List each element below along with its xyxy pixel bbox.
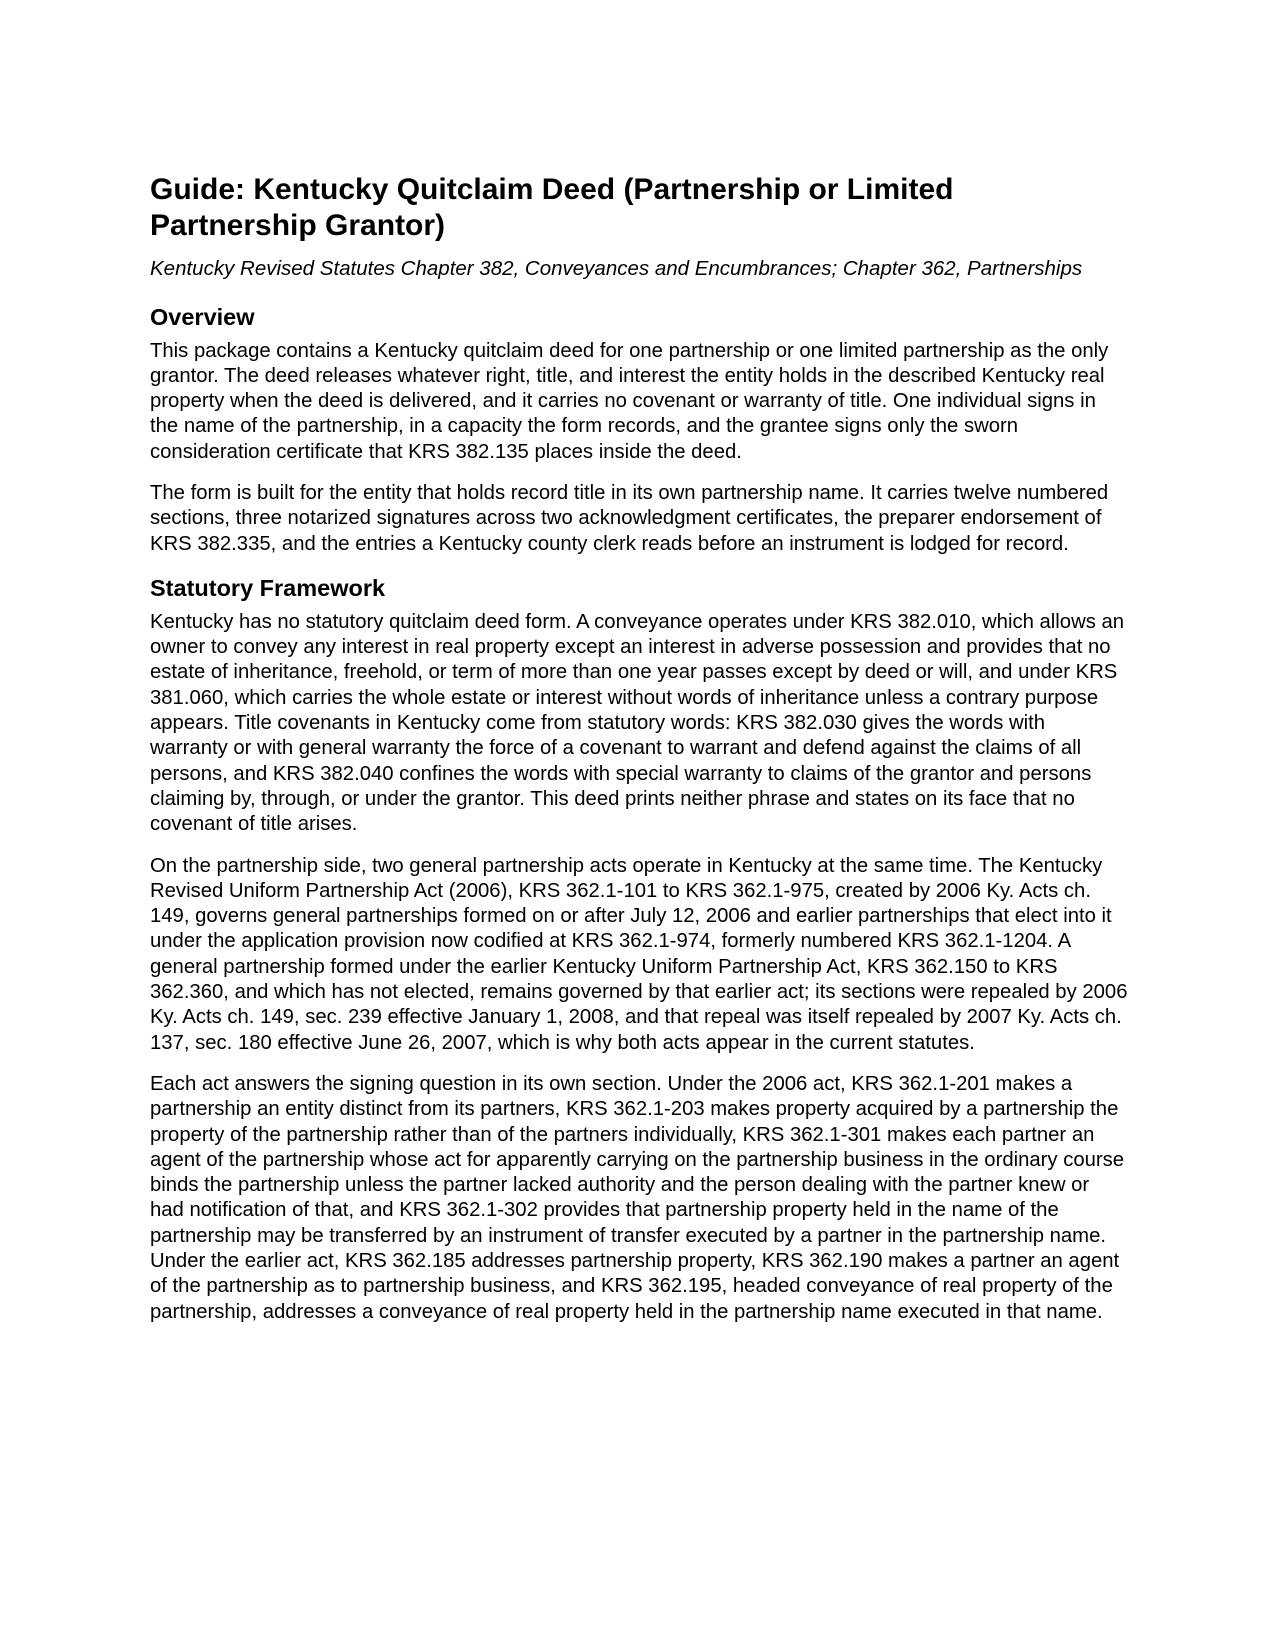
section-statutory-framework (150, 573, 1128, 1325)
document-title: Guide: Kentucky Quitclaim Deed (Partnership or Limited Partnership Grantor) (150, 173, 954, 242)
paragraph: This package contains a Kentucky quitclaim deed for one partnership or one limited partnership as the only grantor. The deed releases whatever right, title, and interest the entity holds in the described Kentucky real property when the deed is delivered, and it carries no covenant or warranty of title. One individual signs in the name of the partnership, in a capacity the form records, and the grantee signs only the sworn consideration certificate that KRS 382.135 places inside the deed. (150, 339, 1109, 463)
section-overview (150, 302, 1128, 557)
section-heading: Statutory Framework (150, 574, 386, 601)
paragraph: Kentucky has no statutory quitclaim deed form. A conveyance operates under KRS 382.010, which allows an owner to convey any interest in real property except an interest in adverse possession and provides that no estate of inheritance, freehold, or term of more than one year passes except by deed or will, and under KRS 381.060, which carries the whole estate or interest without words of inheritance unless a contrary purpose appears. Title covenants in Kentucky come from statutory words: KRS 382.030 gives the words with warranty or with general warranty the force of a covenant to warrant and defend against the claims of all persons, and KRS 382.040 confines the words with special warranty to claims of the grantor and persons claiming by, through, or under the grantor. This deed prints neither phrase and states on its face that no covenant of title arises. (150, 610, 1125, 836)
paragraph: The form is built for the entity that holds record title in its own partnership name. It carries twelve numbered sections, three notarized signatures across two acknowledgment certificates, the preparer endorsement of KRS 382.335, and the entries a Kentucky county clerk reads before an instrument is lodged for record. (150, 481, 1109, 555)
document-subtitle: Kentucky Revised Statutes Chapter 382, Conveyances and Encumbrances; Chapter 362, Partnerships (150, 257, 1083, 280)
document-page (150, 172, 1128, 1341)
paragraph: Each act answers the signing question in its own section. Under the 2006 act, KRS 362.1-201 makes a partnership an entity distinct from its partners, KRS 362.1-203 makes property acquired by a partnership the property of the partnership rather than of the partners individually, KRS 362.1-301 makes each partner an agent of the partnership whose act for apparently carrying on the partnership business in the ordinary course binds the partnership unless the partner lacked authority and the person dealing with the partner knew or had notification of that, and KRS 362.1-302 provides that partnership property held in the name of the partnership may be transferred by an instrument of transfer executed by a partner in the partnership name. Under the earlier act, KRS 362.185 addresses partnership property, KRS 362.190 makes a partner an agent of the partnership as to partnership business, and KRS 362.195, headed conveyance of real property of the partnership, addresses a conveyance of real property held in the partnership name executed in that name. (150, 1072, 1125, 1323)
paragraph: On the partnership side, two general partnership acts operate in Kentucky at the same time. The Kentucky Revised Uniform Partnership Act (2006), KRS 362.1-101 to KRS 362.1-975, created by 2006 Ky. Acts ch. 149, governs general partnerships formed on or after July 12, 2006 and earlier partnerships that elect into it under the application provision now codified at KRS 362.1-974, formerly numbered KRS 362.1-1204. A general partnership formed under the earlier Kentucky Uniform Partnership Act, KRS 362.150 to KRS 362.360, and which has not elected, remains governed by that earlier act; its sections were repealed by 2006 Ky. Acts ch. 149, sec. 239 effective January 1, 2008, and that repeal was itself repealed by 2007 Ky. Acts ch. 137, sec. 180 effective June 26, 2007, which is why both acts appear in the current statutes. (150, 854, 1128, 1054)
section-heading: Overview (150, 303, 255, 330)
